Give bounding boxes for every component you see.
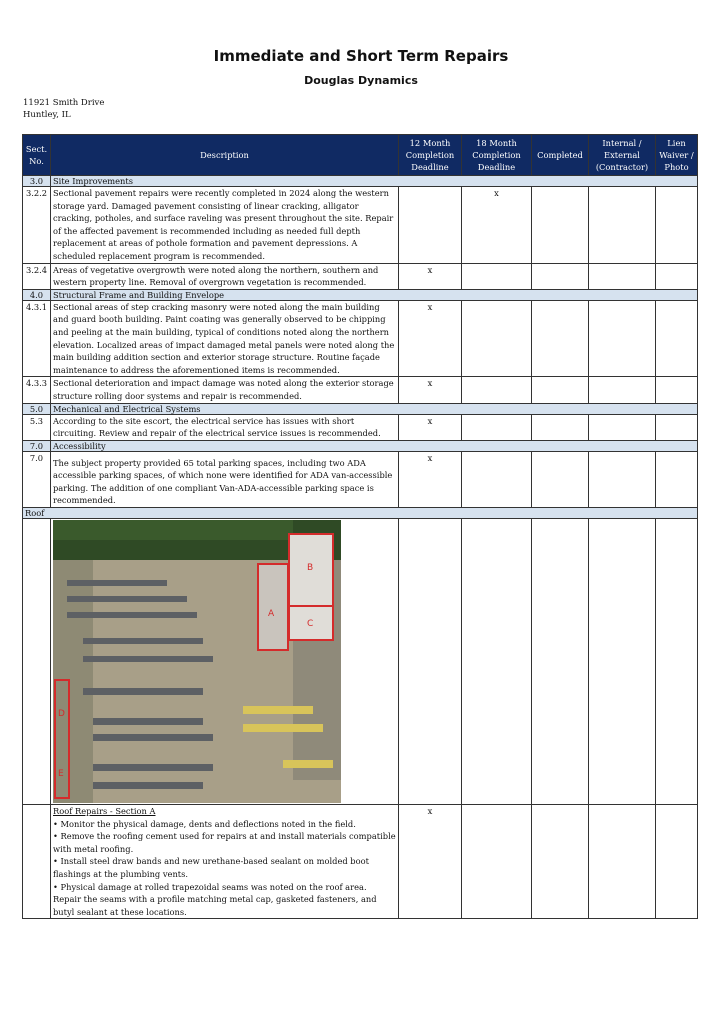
row-18-month [462, 263, 532, 289]
row-lien-waiver [656, 377, 698, 403]
row-12-month: x [399, 377, 462, 403]
section-name: Site Improvements [51, 176, 698, 187]
row-completed [532, 414, 589, 440]
header-completed: Completed [532, 135, 589, 176]
header-18-month: 18 Month Completion Deadline [462, 135, 532, 176]
row-18-month: x [462, 187, 532, 264]
roof-repair-12-month: x [399, 805, 462, 919]
table-row [23, 451, 698, 507]
roof-section-row [23, 508, 698, 519]
section-row [23, 176, 698, 187]
roof-image-12 [399, 519, 462, 805]
table-header-row [23, 135, 698, 176]
roof-label-c: C [307, 619, 314, 630]
roof-repair-title: Roof Repairs - Section A [53, 806, 156, 817]
row-number: 7.0 [23, 451, 51, 507]
row-description: The subject property provided 65 total parking spaces, including two ADA accessible parking spaces, of which none were identified for ADA van-accessible parking. The addition of one compliant Van-ADA-accessible parking space is recommended. [51, 451, 399, 507]
row-lien-waiver [656, 263, 698, 289]
section-name: Accessibility [51, 440, 698, 451]
roof-image-row [23, 519, 698, 805]
row-internal-external [589, 263, 656, 289]
table-row [23, 300, 698, 377]
row-description: Sectional deterioration and impact damage was noted along the exterior storage structure rolling door systems and repair is recommended. [51, 377, 399, 403]
table-row [23, 377, 698, 403]
repairs-table [22, 134, 698, 919]
row-12-month: x [399, 414, 462, 440]
section-row [23, 403, 698, 414]
row-internal-external [589, 414, 656, 440]
header-lien-waiver: Lien Waiver / Photo [656, 135, 698, 176]
row-internal-external [589, 300, 656, 377]
roof-label-d: D [58, 709, 65, 720]
row-number: 5.3 [23, 414, 51, 440]
header-12-month: 12 Month Completion Deadline [399, 135, 462, 176]
section-row [23, 440, 698, 451]
roof-label: Roof [23, 508, 698, 519]
row-12-month: x [399, 451, 462, 507]
row-description: Sectional areas of step cracking masonry were noted along the main building and guard booth building. Paint coating was generally observed to be chipping and peeling at the main building, typical of conditions noted along the northern elevation. Localized areas of impact damaged metal panels were noted along the main building addition section and exterior storage structure. Routine façade maintenance to address the aforementioned items is recommended. [51, 300, 399, 377]
section-row [23, 289, 698, 300]
roof-image-cell [51, 519, 399, 805]
roof-bullet: • Install steel draw bands and new urethane-based sealant on molded boot flashings at the plumbing vents. [53, 856, 369, 880]
row-description: Areas of vegetative overgrowth were noted along the northern, southern and western property line. Removal of overgrown vegetation is recommended. [51, 263, 399, 289]
header-internal-external: Internal / External (Contractor) [589, 135, 656, 176]
roof-repair-num [23, 805, 51, 919]
document-subtitle: Douglas Dynamics [304, 74, 418, 87]
roof-repair-lien [656, 805, 698, 919]
section-number: 5.0 [23, 403, 51, 414]
section-name: Mechanical and Electrical Systems [51, 403, 698, 414]
row-completed [532, 263, 589, 289]
section-number: 4.0 [23, 289, 51, 300]
row-completed [532, 187, 589, 264]
row-description: According to the site escort, the electrical service has issues with short circuiting. Review and repair of the electrical service issues is recommended. [51, 414, 399, 440]
row-internal-external [589, 451, 656, 507]
row-lien-waiver [656, 187, 698, 264]
row-number: 4.3.3 [23, 377, 51, 403]
roof-bullet: • Monitor the physical damage, dents and deflections noted in the field. [53, 818, 356, 829]
table-row [23, 414, 698, 440]
row-completed [532, 451, 589, 507]
row-number: 4.3.1 [23, 300, 51, 377]
row-lien-waiver [656, 451, 698, 507]
roof-bullet: • Remove the roofing cement used for repairs at and install materials compatible with metal roofing. [53, 831, 396, 854]
roof-image-18 [462, 519, 532, 805]
roof-label-b: B [307, 563, 314, 574]
row-internal-external [589, 187, 656, 264]
table-row [23, 187, 698, 264]
row-lien-waiver [656, 300, 698, 377]
address-line-1: 11921 Smith Drive [23, 98, 105, 108]
roof-label-e: E [58, 769, 64, 780]
row-12-month: x [399, 263, 462, 289]
roof-image-num [23, 519, 51, 805]
roof-repair-description [51, 805, 399, 919]
section-number: 3.0 [23, 176, 51, 187]
row-18-month [462, 300, 532, 377]
roof-image-lien [656, 519, 698, 805]
row-18-month [462, 377, 532, 403]
row-internal-external [589, 377, 656, 403]
roof-label-a: A [268, 609, 275, 620]
header-description: Description [51, 135, 399, 176]
row-12-month [399, 187, 462, 264]
roof-repair-18-month [462, 805, 532, 919]
row-12-month: x [399, 300, 462, 377]
roof-repair-internal [589, 805, 656, 919]
section-number: 7.0 [23, 440, 51, 451]
row-18-month [462, 414, 532, 440]
header-sect-no: Sect. No. [23, 135, 51, 176]
row-number: 3.2.4 [23, 263, 51, 289]
table-row [23, 263, 698, 289]
roof-image-completed [532, 519, 589, 805]
row-completed [532, 300, 589, 377]
row-lien-waiver [656, 414, 698, 440]
row-number: 3.2.2 [23, 187, 51, 264]
document-title: Immediate and Short Term Repairs [213, 47, 509, 65]
roof-repair-row [23, 805, 698, 919]
row-description: Sectional pavement repairs were recently completed in 2024 along the western storage yard. Damaged pavement consisting of linear cracking, alligator cracking, potholes, and surface raveling was present throughout the site. Repair of the affected pavement is recommended including as needed full depth replacement at areas of pothole formation and pavement depressions. A scheduled replacement program is recommended. [51, 187, 399, 264]
row-18-month [462, 451, 532, 507]
section-name: Structural Frame and Building Envelope [51, 289, 698, 300]
roof-repair-completed [532, 805, 589, 919]
roof-bullet: • Physical damage at rolled trapezoidal seams was noted on the roof area. Repair the seams with a profile matching metal cap, gasketed fasteners, and butyl sealant at these locations. [53, 881, 377, 917]
aerial-roof-photo [53, 520, 341, 803]
address-line-2: Huntley, IL [23, 110, 71, 120]
roof-image-internal [589, 519, 656, 805]
row-completed [532, 377, 589, 403]
